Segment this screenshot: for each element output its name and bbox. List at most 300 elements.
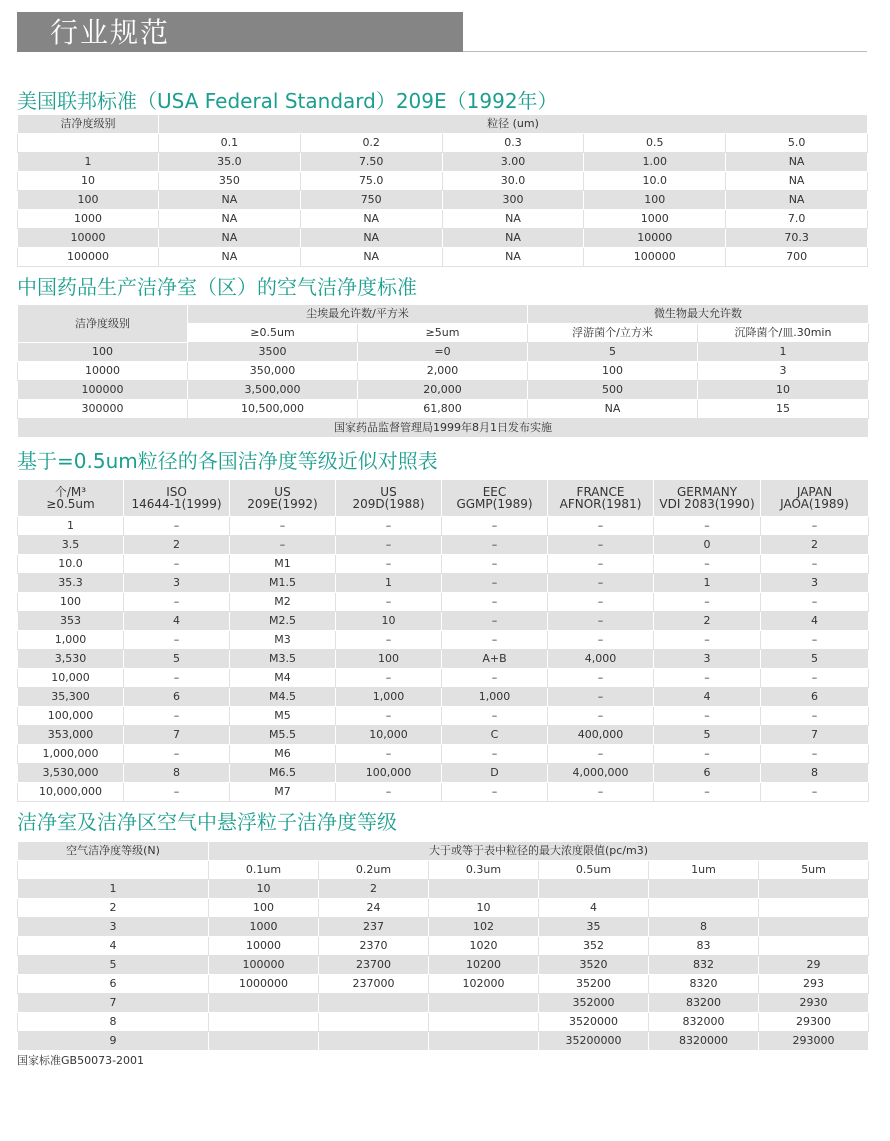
table-cell: NA bbox=[300, 248, 442, 267]
table-cell: – bbox=[442, 612, 548, 631]
table-row bbox=[18, 650, 869, 669]
table-cell: M5 bbox=[230, 707, 336, 726]
row-header-cell: 4 bbox=[18, 937, 209, 956]
size-header: 0.1um bbox=[209, 861, 319, 880]
table-row bbox=[18, 764, 869, 783]
table-cell: M6.5 bbox=[230, 764, 336, 783]
table-cell: – bbox=[654, 517, 761, 536]
column-header-line: US bbox=[380, 485, 397, 499]
table-cell: 35200 bbox=[539, 975, 649, 994]
row-header-cell: 2 bbox=[18, 899, 209, 918]
group-header: 尘埃最允许数/平方米 bbox=[188, 305, 528, 324]
table-row bbox=[18, 707, 869, 726]
table-cell: 100,000 bbox=[336, 764, 442, 783]
table-cell: 1,000 bbox=[336, 688, 442, 707]
table-cell: – bbox=[654, 707, 761, 726]
table-cell: – bbox=[124, 707, 230, 726]
table-cell: NA bbox=[442, 229, 584, 248]
table-cell: 3520000 bbox=[539, 1013, 649, 1032]
table-cell: – bbox=[761, 631, 869, 650]
table-cell: – bbox=[761, 745, 869, 764]
table-cell: 6 bbox=[761, 688, 869, 707]
table-cell: 6 bbox=[124, 688, 230, 707]
group-header: 大于或等于表中粒径的最大浓度限值(pc/m3) bbox=[209, 842, 869, 861]
row-header-cell: 3 bbox=[18, 918, 209, 937]
table-cell: NA bbox=[726, 153, 868, 172]
table-cell: 102 bbox=[429, 918, 539, 937]
table-cell: 10 bbox=[698, 381, 869, 400]
table-cell: 8 bbox=[649, 918, 759, 937]
table-row bbox=[18, 994, 869, 1013]
table-cell: 3 bbox=[761, 574, 869, 593]
column-header-line: GGMP(1989) bbox=[456, 497, 533, 511]
table-cell bbox=[649, 880, 759, 899]
table-row bbox=[18, 726, 869, 745]
table-cell: 102000 bbox=[429, 975, 539, 994]
table-cell: – bbox=[124, 669, 230, 688]
row-header-cell: 8 bbox=[18, 1013, 209, 1032]
table-cell: 237000 bbox=[319, 975, 429, 994]
table-cell: 100000 bbox=[584, 248, 726, 267]
table-cell bbox=[319, 994, 429, 1013]
table-cell: 352 bbox=[539, 937, 649, 956]
china-gmp-table bbox=[17, 304, 869, 438]
table-row bbox=[18, 248, 868, 267]
table-cell: 832 bbox=[649, 956, 759, 975]
table-row bbox=[18, 956, 869, 975]
table-cell: 100 bbox=[209, 899, 319, 918]
table-cell: 4,000 bbox=[548, 650, 654, 669]
table-cell: M4 bbox=[230, 669, 336, 688]
section2-title: 中国药品生产洁净室（区）的空气洁净度标准 bbox=[17, 275, 417, 299]
table-row bbox=[18, 400, 869, 419]
table-row bbox=[18, 612, 869, 631]
table-cell: – bbox=[336, 745, 442, 764]
corner-header: 洁净度级别 bbox=[18, 305, 188, 343]
row-header-cell: 10000 bbox=[18, 229, 159, 248]
table-cell: NA bbox=[528, 400, 698, 419]
row-header-cell: 100 bbox=[18, 191, 159, 210]
table-cell: 2 bbox=[124, 536, 230, 555]
table-cell: 352000 bbox=[539, 994, 649, 1013]
table-cell: NA bbox=[300, 229, 442, 248]
table-cell: – bbox=[654, 555, 761, 574]
table-cell: 10 bbox=[209, 880, 319, 899]
table-cell: NA bbox=[442, 210, 584, 229]
table-cell: – bbox=[442, 517, 548, 536]
table-cell: – bbox=[442, 707, 548, 726]
group-header: 粒径 (um) bbox=[159, 115, 868, 134]
table-cell bbox=[429, 994, 539, 1013]
table-cell bbox=[649, 899, 759, 918]
table-cell: – bbox=[761, 669, 869, 688]
table-row bbox=[18, 536, 869, 555]
column-header bbox=[230, 480, 336, 517]
table-cell bbox=[759, 880, 869, 899]
table-cell: M5.5 bbox=[230, 726, 336, 745]
table-cell: 35200000 bbox=[539, 1032, 649, 1051]
column-header-line: ISO bbox=[166, 485, 187, 499]
table-cell: M2 bbox=[230, 593, 336, 612]
section4-title: 洁净室及洁净区空气中悬浮粒子洁净度等级 bbox=[17, 810, 397, 834]
table-cell bbox=[429, 880, 539, 899]
table-row bbox=[18, 555, 869, 574]
table-cell: M7 bbox=[230, 783, 336, 802]
table-row bbox=[18, 745, 869, 764]
table-cell: =0 bbox=[358, 343, 528, 362]
table-cell: 2 bbox=[319, 880, 429, 899]
table-cell: – bbox=[336, 631, 442, 650]
table-cell: 1 bbox=[698, 343, 869, 362]
table-cell: NA bbox=[159, 229, 301, 248]
table-cell: – bbox=[442, 536, 548, 555]
standard-note: 国家标准GB50073-2001 bbox=[17, 1054, 145, 1067]
table-cell bbox=[759, 918, 869, 937]
table-cell: – bbox=[230, 517, 336, 536]
table-cell: – bbox=[548, 669, 654, 688]
table-cell: 350,000 bbox=[188, 362, 358, 381]
column-header-line: AFNOR(1981) bbox=[559, 497, 642, 511]
row-header-cell: 3,530,000 bbox=[18, 764, 124, 783]
row-header-cell: 9 bbox=[18, 1032, 209, 1051]
table-row bbox=[18, 669, 869, 688]
table-cell bbox=[759, 937, 869, 956]
table-row bbox=[18, 899, 869, 918]
table-cell: 4 bbox=[761, 612, 869, 631]
iso-cleanroom-class-table bbox=[17, 841, 869, 1051]
column-header-line: JAOA(1989) bbox=[780, 497, 849, 511]
table-cell: 4 bbox=[654, 688, 761, 707]
row-header-cell: 1,000,000 bbox=[18, 745, 124, 764]
table-cell: – bbox=[124, 631, 230, 650]
column-header-line: 个/M³ bbox=[54, 485, 87, 499]
table-cell: 350 bbox=[159, 172, 301, 191]
table-cell: 293 bbox=[759, 975, 869, 994]
table-cell: 30.0 bbox=[442, 172, 584, 191]
size-header: 0.2um bbox=[319, 861, 429, 880]
table-cell: – bbox=[124, 783, 230, 802]
table-cell: – bbox=[761, 555, 869, 574]
row-header-cell: 1 bbox=[18, 880, 209, 899]
row-header-cell: 100 bbox=[18, 593, 124, 612]
table-cell: 1 bbox=[336, 574, 442, 593]
table-cell: 7 bbox=[761, 726, 869, 745]
table-cell: M2.5 bbox=[230, 612, 336, 631]
size-header: 5.0 bbox=[726, 134, 868, 153]
table-row bbox=[18, 937, 869, 956]
table-cell: 2 bbox=[654, 612, 761, 631]
table-cell: 100 bbox=[584, 191, 726, 210]
table-cell: – bbox=[336, 707, 442, 726]
table-cell: 20,000 bbox=[358, 381, 528, 400]
table-cell: – bbox=[336, 669, 442, 688]
table-row bbox=[18, 191, 868, 210]
size-header: 0.3 bbox=[442, 134, 584, 153]
table-cell: 3500 bbox=[188, 343, 358, 362]
table-cell: – bbox=[548, 631, 654, 650]
table-cell bbox=[429, 1032, 539, 1051]
table-cell: – bbox=[442, 574, 548, 593]
table-cell: 10000 bbox=[209, 937, 319, 956]
usa-federal-standard-table bbox=[17, 114, 868, 267]
table-cell: – bbox=[761, 517, 869, 536]
table-cell: 8 bbox=[761, 764, 869, 783]
row-header-cell: 1,000 bbox=[18, 631, 124, 650]
sub-header: ≥0.5um bbox=[188, 324, 358, 343]
table-cell: – bbox=[442, 669, 548, 688]
table-row bbox=[18, 631, 869, 650]
table-cell: 3 bbox=[124, 574, 230, 593]
table-cell: M6 bbox=[230, 745, 336, 764]
column-header-line: 14644-1(1999) bbox=[131, 497, 222, 511]
table-cell: – bbox=[442, 783, 548, 802]
table-row bbox=[18, 975, 869, 994]
table-cell: 3.00 bbox=[442, 153, 584, 172]
table-cell: – bbox=[336, 593, 442, 612]
table-cell: – bbox=[124, 555, 230, 574]
table-cell bbox=[429, 1013, 539, 1032]
table-cell bbox=[759, 899, 869, 918]
table-cell: 1.00 bbox=[584, 153, 726, 172]
table-cell: 5 bbox=[528, 343, 698, 362]
table-cell: – bbox=[761, 783, 869, 802]
column-header bbox=[336, 480, 442, 517]
row-header-cell: 1000 bbox=[18, 210, 159, 229]
table-cell: 6 bbox=[654, 764, 761, 783]
corner-header: 空气洁净度等级(N) bbox=[18, 842, 209, 861]
table-cell bbox=[18, 134, 159, 153]
column-header-line: VDI 2083(1990) bbox=[659, 497, 755, 511]
table-cell: – bbox=[761, 707, 869, 726]
row-header-cell: 10.0 bbox=[18, 555, 124, 574]
table-cell bbox=[209, 1032, 319, 1051]
table-cell: M3.5 bbox=[230, 650, 336, 669]
table-footer: 国家药品监督管理局1999年8月1日发布实施 bbox=[18, 419, 869, 438]
table-cell bbox=[539, 880, 649, 899]
table-cell: 35.0 bbox=[159, 153, 301, 172]
table-cell: – bbox=[654, 593, 761, 612]
column-header-line: ≥0.5um bbox=[46, 497, 95, 511]
table-cell: NA bbox=[442, 248, 584, 267]
table-cell: 7.50 bbox=[300, 153, 442, 172]
column-header bbox=[18, 480, 124, 517]
table-cell: 2 bbox=[761, 536, 869, 555]
table-cell: 10 bbox=[336, 612, 442, 631]
table-cell: 15 bbox=[698, 400, 869, 419]
table-cell: 700 bbox=[726, 248, 868, 267]
table-cell: – bbox=[654, 631, 761, 650]
table-cell: – bbox=[548, 555, 654, 574]
table-cell: 1020 bbox=[429, 937, 539, 956]
table-cell: – bbox=[336, 555, 442, 574]
table-row bbox=[18, 517, 869, 536]
table-cell: 2370 bbox=[319, 937, 429, 956]
table-cell: 3 bbox=[654, 650, 761, 669]
table-cell: – bbox=[548, 574, 654, 593]
table-cell: NA bbox=[159, 210, 301, 229]
table-cell: 2,000 bbox=[358, 362, 528, 381]
international-comparison-table bbox=[17, 479, 869, 802]
row-header-cell: 10,000 bbox=[18, 669, 124, 688]
row-header-cell: 10000 bbox=[18, 362, 188, 381]
size-header: 5um bbox=[759, 861, 869, 880]
table-cell: 237 bbox=[319, 918, 429, 937]
table-cell: 24 bbox=[319, 899, 429, 918]
table-cell: 100 bbox=[528, 362, 698, 381]
row-header-cell: 300000 bbox=[18, 400, 188, 419]
table-cell: 5 bbox=[654, 726, 761, 745]
sub-header: ≥5um bbox=[358, 324, 528, 343]
table-cell: 3520 bbox=[539, 956, 649, 975]
table-cell: NA bbox=[159, 191, 301, 210]
table-cell: 8 bbox=[124, 764, 230, 783]
column-header-line: GERMANY bbox=[676, 485, 738, 499]
table-row bbox=[18, 172, 868, 191]
table-cell: – bbox=[548, 745, 654, 764]
column-header bbox=[442, 480, 548, 517]
section3-title: 基于=0.5um粒径的各国洁净度等级近似对照表 bbox=[17, 449, 438, 473]
table-cell: M4.5 bbox=[230, 688, 336, 707]
table-cell: 3 bbox=[698, 362, 869, 381]
table-cell: M1 bbox=[230, 555, 336, 574]
column-header bbox=[124, 480, 230, 517]
column-header-line: JAPAN bbox=[796, 485, 833, 499]
table-cell: 7.0 bbox=[726, 210, 868, 229]
table-cell: 750 bbox=[300, 191, 442, 210]
table-row bbox=[18, 880, 869, 899]
table-cell: 8320 bbox=[649, 975, 759, 994]
table-cell: – bbox=[548, 707, 654, 726]
table-cell: 83200 bbox=[649, 994, 759, 1013]
table-row bbox=[18, 783, 869, 802]
table-row bbox=[18, 574, 869, 593]
table-cell: – bbox=[442, 555, 548, 574]
table-cell: 10.0 bbox=[584, 172, 726, 191]
table-cell: C bbox=[442, 726, 548, 745]
table-row bbox=[18, 343, 869, 362]
table-cell: A+B bbox=[442, 650, 548, 669]
table-cell: M3 bbox=[230, 631, 336, 650]
table-cell bbox=[319, 1013, 429, 1032]
row-header-cell: 100000 bbox=[18, 248, 159, 267]
table-cell: 1 bbox=[654, 574, 761, 593]
table-cell: – bbox=[124, 517, 230, 536]
table-cell: D bbox=[442, 764, 548, 783]
size-header: 0.2 bbox=[300, 134, 442, 153]
column-header bbox=[548, 480, 654, 517]
table-cell: – bbox=[124, 593, 230, 612]
size-header: 0.5um bbox=[539, 861, 649, 880]
table-cell: – bbox=[548, 783, 654, 802]
table-cell: – bbox=[548, 593, 654, 612]
row-header-cell: 7 bbox=[18, 994, 209, 1013]
table-cell bbox=[18, 861, 209, 880]
size-header: 0.1 bbox=[159, 134, 301, 153]
corner-header: 洁净度级别 bbox=[18, 115, 159, 134]
table-cell: – bbox=[548, 612, 654, 631]
table-cell: – bbox=[336, 517, 442, 536]
table-cell: – bbox=[442, 631, 548, 650]
row-header-cell: 3.5 bbox=[18, 536, 124, 555]
table-cell: 8320000 bbox=[649, 1032, 759, 1051]
table-row bbox=[18, 229, 868, 248]
table-cell: 100 bbox=[336, 650, 442, 669]
table-cell: 10,500,000 bbox=[188, 400, 358, 419]
table-cell: 70.3 bbox=[726, 229, 868, 248]
table-cell: 293000 bbox=[759, 1032, 869, 1051]
table-cell: 10 bbox=[429, 899, 539, 918]
table-cell: NA bbox=[159, 248, 301, 267]
table-cell: 29300 bbox=[759, 1013, 869, 1032]
table-cell: 1000 bbox=[584, 210, 726, 229]
table-cell: – bbox=[654, 783, 761, 802]
table-row bbox=[18, 1032, 869, 1051]
table-cell: 0 bbox=[654, 536, 761, 555]
table-cell: – bbox=[761, 593, 869, 612]
table-cell: – bbox=[548, 536, 654, 555]
table-cell: 83 bbox=[649, 937, 759, 956]
row-header-cell: 100000 bbox=[18, 381, 188, 400]
table-cell: – bbox=[336, 783, 442, 802]
group-header: 微生物最大允许数 bbox=[528, 305, 869, 324]
table-cell: – bbox=[654, 745, 761, 764]
table-row bbox=[18, 918, 869, 937]
table-cell: NA bbox=[300, 210, 442, 229]
column-header bbox=[654, 480, 761, 517]
table-cell: – bbox=[442, 745, 548, 764]
row-header-cell: 35.3 bbox=[18, 574, 124, 593]
table-cell bbox=[209, 994, 319, 1013]
row-header-cell: 353,000 bbox=[18, 726, 124, 745]
table-cell: 400,000 bbox=[548, 726, 654, 745]
row-header-cell: 5 bbox=[18, 956, 209, 975]
row-header-cell: 3,530 bbox=[18, 650, 124, 669]
table-cell: NA bbox=[726, 191, 868, 210]
table-cell: 35 bbox=[539, 918, 649, 937]
table-cell: 10000 bbox=[584, 229, 726, 248]
table-cell bbox=[209, 1013, 319, 1032]
column-header bbox=[761, 480, 869, 517]
table-cell: – bbox=[124, 745, 230, 764]
table-cell: 4 bbox=[539, 899, 649, 918]
size-header: 0.5 bbox=[584, 134, 726, 153]
table-row bbox=[18, 362, 869, 381]
table-row bbox=[18, 153, 868, 172]
sub-header: 沉降菌个/皿.30min bbox=[698, 324, 869, 343]
table-row bbox=[18, 593, 869, 612]
column-header-line: EEC bbox=[482, 485, 507, 499]
table-cell: 23700 bbox=[319, 956, 429, 975]
page-title: 行业规范 bbox=[50, 16, 171, 49]
column-header-line: 209E(1992) bbox=[247, 497, 318, 511]
table-cell: 10,000 bbox=[336, 726, 442, 745]
column-header-line: US bbox=[274, 485, 291, 499]
size-header: 1um bbox=[649, 861, 759, 880]
table-cell: 832000 bbox=[649, 1013, 759, 1032]
table-cell: 4,000,000 bbox=[548, 764, 654, 783]
row-header-cell: 353 bbox=[18, 612, 124, 631]
row-header-cell: 1 bbox=[18, 517, 124, 536]
table-cell bbox=[319, 1032, 429, 1051]
table-row bbox=[18, 688, 869, 707]
row-header-cell: 100 bbox=[18, 343, 188, 362]
table-cell: – bbox=[336, 536, 442, 555]
table-cell: 3,500,000 bbox=[188, 381, 358, 400]
row-header-cell: 35,300 bbox=[18, 688, 124, 707]
table-cell: 10200 bbox=[429, 956, 539, 975]
table-cell: 2930 bbox=[759, 994, 869, 1013]
table-cell: 1000 bbox=[209, 918, 319, 937]
